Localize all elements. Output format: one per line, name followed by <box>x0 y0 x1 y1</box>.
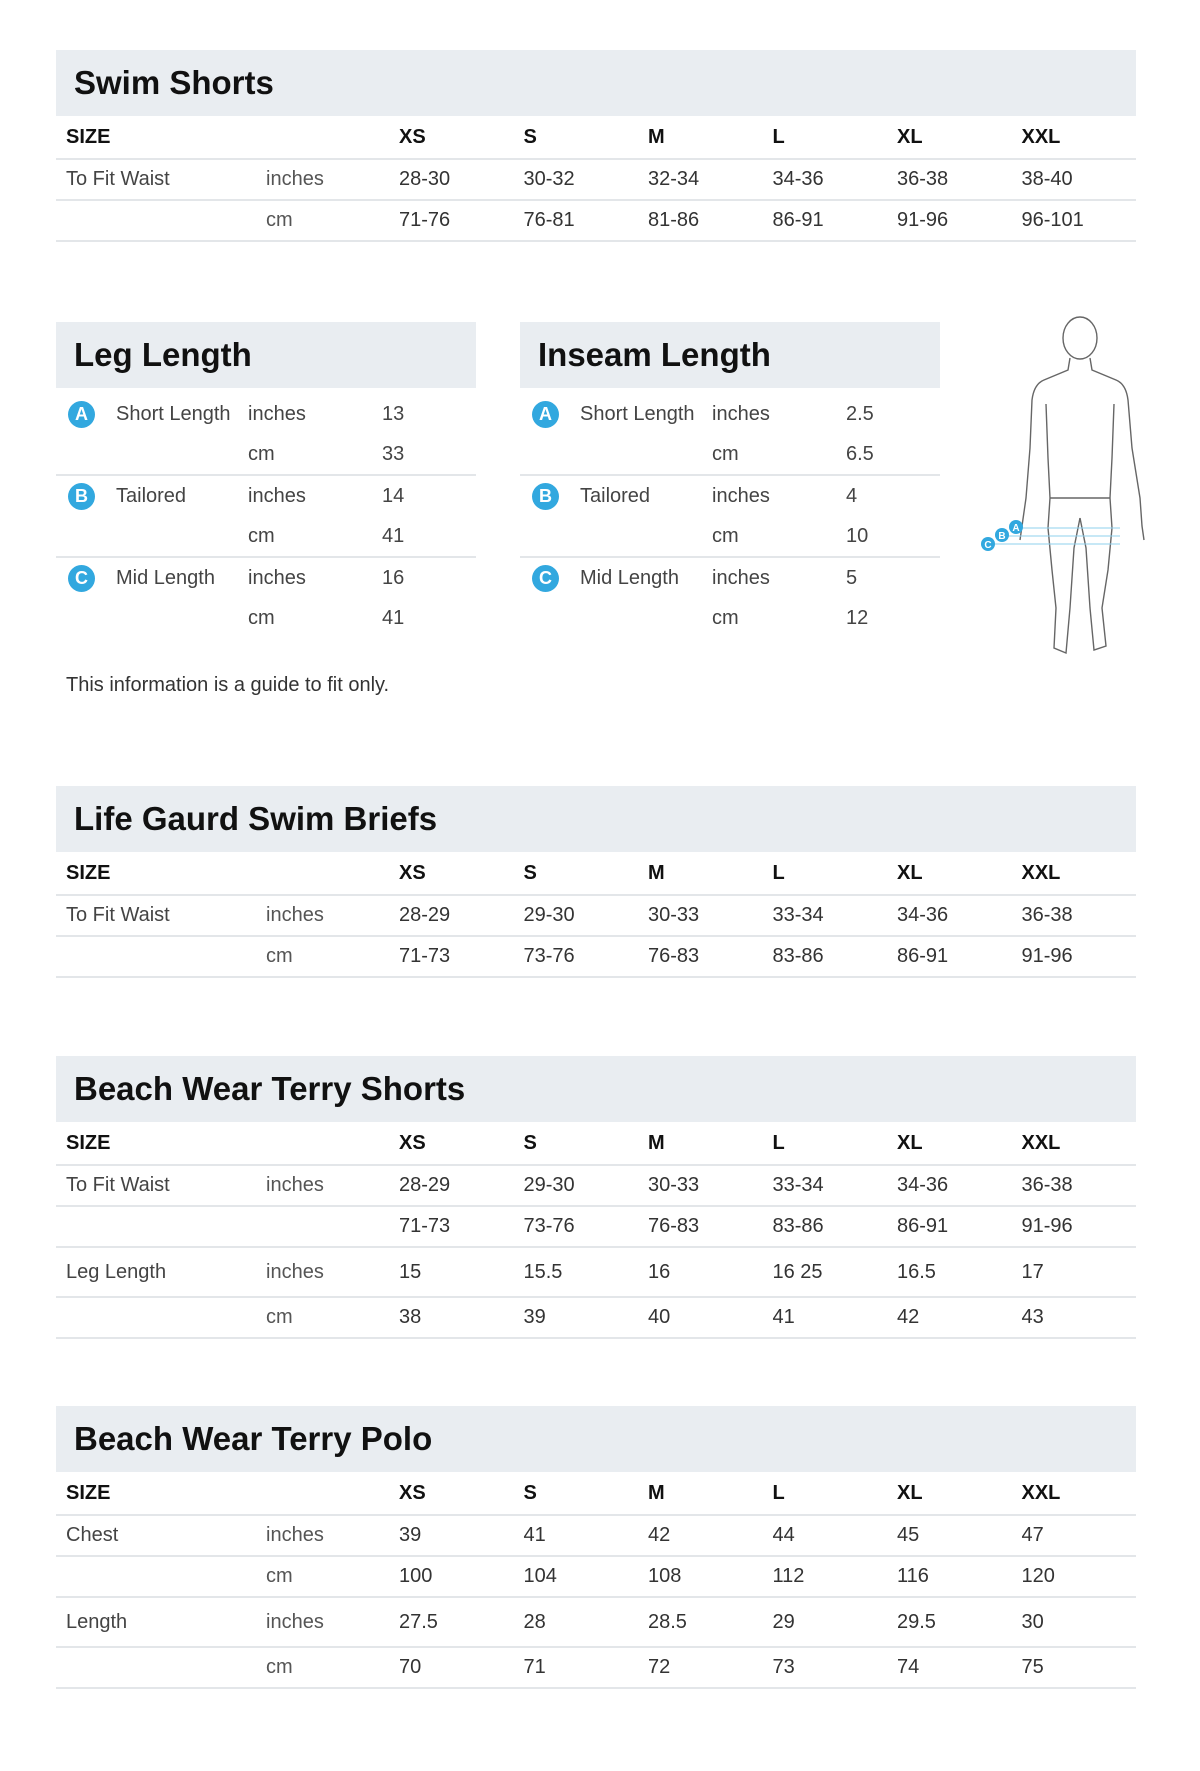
unit-label: cm <box>248 606 275 629</box>
size-xxl-header: XXL <box>1012 116 1137 159</box>
size-column-header: SIZE <box>56 1472 256 1515</box>
unit-label: cm <box>256 1297 389 1338</box>
badge-cell <box>56 557 116 598</box>
size-xxl-header: XXL <box>1012 852 1137 895</box>
unit-column-header <box>256 116 389 159</box>
length-name: Tailored <box>116 484 187 507</box>
size-value: 71 <box>514 1647 639 1688</box>
size-table <box>56 1472 1136 1689</box>
badge-c-label: C <box>984 540 992 551</box>
size-value: 28-29 <box>389 1165 514 1206</box>
length-name <box>580 516 712 557</box>
measurement-label: Leg Length <box>56 1247 256 1297</box>
unit-label: inches <box>256 1165 389 1206</box>
size-value: 15 <box>389 1247 514 1297</box>
size-value: 42 <box>887 1297 1012 1338</box>
length-name <box>580 598 712 638</box>
fit-guide-note: This information is a guide to fit only. <box>66 674 390 696</box>
table-row <box>520 475 940 516</box>
size-s-header: S <box>514 1122 639 1165</box>
unit-label: inches <box>256 1247 389 1297</box>
size-l-header: L <box>763 1122 888 1165</box>
size-value: 36-38 <box>1012 895 1137 936</box>
size-xs-header: XS <box>389 1122 514 1165</box>
length-name: Mid Length <box>116 566 215 589</box>
table-row <box>56 1165 1136 1206</box>
length-value: 16 <box>382 566 405 589</box>
length-table <box>56 394 476 638</box>
size-value: 76-81 <box>514 200 639 241</box>
terry-shorts-section <box>56 1056 1136 1339</box>
table-row <box>56 936 1136 977</box>
table-row <box>520 516 940 557</box>
badge-cell <box>56 475 116 516</box>
table-row <box>520 598 940 638</box>
badge-cell <box>520 434 580 475</box>
size-value: 41 <box>514 1515 639 1556</box>
size-m-header: M <box>638 1122 763 1165</box>
size-table <box>56 116 1136 242</box>
badge-cell <box>520 598 580 638</box>
size-xs-header: XS <box>389 116 514 159</box>
badge-cell <box>520 394 580 434</box>
size-s-header: S <box>514 1472 639 1515</box>
length-name: Tailored <box>580 484 651 507</box>
unit-label: cm <box>248 516 382 557</box>
unit-label: inches <box>712 484 770 507</box>
size-value: 33-34 <box>763 895 888 936</box>
table-row <box>520 434 940 475</box>
size-value: 28-30 <box>389 159 514 200</box>
size-column-header: SIZE <box>56 852 256 895</box>
badge-a-icon: A <box>68 401 95 428</box>
measurement-label: Chest <box>56 1515 256 1556</box>
size-value: 47 <box>1012 1515 1137 1556</box>
table-row <box>56 1597 1136 1647</box>
size-value: 76-83 <box>638 936 763 977</box>
table-row <box>56 434 476 475</box>
table-row <box>56 1647 1136 1688</box>
badge-a-icon: A <box>532 401 559 428</box>
size-value: 100 <box>389 1556 514 1597</box>
table-header-row <box>56 116 1136 159</box>
section-header <box>56 1406 1136 1472</box>
badge-cell <box>520 475 580 516</box>
unit-label: cm <box>712 434 846 475</box>
table-row <box>56 516 476 557</box>
table-row <box>56 1556 1136 1597</box>
size-value: 17 <box>1012 1247 1137 1297</box>
length-value: 14 <box>382 484 405 507</box>
badge-cell <box>56 394 116 434</box>
size-value: 41 <box>763 1297 888 1338</box>
unit-column-header <box>256 852 389 895</box>
size-value: 34-36 <box>763 159 888 200</box>
section-title: Life Gaurd Swim Briefs <box>74 800 438 837</box>
size-value: 70 <box>389 1647 514 1688</box>
size-value: 29 <box>763 1597 888 1647</box>
measurement-label <box>56 1556 256 1597</box>
size-value: 96-101 <box>1012 200 1137 241</box>
size-value: 44 <box>763 1515 888 1556</box>
badge-cell <box>56 516 116 557</box>
table-row <box>56 475 476 516</box>
unit-label: cm <box>256 936 389 977</box>
inseam-length-section <box>520 322 940 638</box>
table-row <box>56 394 476 434</box>
length-value: 33 <box>382 434 476 475</box>
measurement-label <box>56 200 256 241</box>
section-header <box>56 786 1136 852</box>
badge-b-icon: B <box>68 483 95 510</box>
size-value: 116 <box>887 1556 1012 1597</box>
unit-label: inches <box>712 402 770 425</box>
leg-length-section <box>56 322 476 638</box>
unit-column-header <box>256 1472 389 1515</box>
length-name: Short Length <box>116 402 231 425</box>
size-value: 73 <box>763 1647 888 1688</box>
size-value: 29.5 <box>887 1597 1012 1647</box>
size-value: 120 <box>1012 1556 1137 1597</box>
unit-label: inches <box>256 1597 389 1647</box>
size-value: 83-86 <box>763 1206 888 1247</box>
size-value: 91-96 <box>1012 1206 1137 1247</box>
measurement-label <box>56 936 256 977</box>
unit-label: inches <box>248 402 306 425</box>
length-value: 5 <box>846 566 858 589</box>
size-value: 71-76 <box>389 200 514 241</box>
unit-label: cm <box>256 1647 389 1688</box>
badge-a-label: A <box>1012 523 1020 534</box>
size-value: 16.5 <box>887 1247 1012 1297</box>
length-value: 10 <box>846 516 940 557</box>
body-outline <box>1020 317 1144 653</box>
badge-c-icon: C <box>68 565 95 592</box>
size-value: 81-86 <box>638 200 763 241</box>
table-row <box>56 1206 1136 1247</box>
size-m-header: M <box>638 1472 763 1515</box>
section-header <box>56 322 476 388</box>
length-value: 4 <box>846 484 858 507</box>
table-row <box>56 159 1136 200</box>
unit-label: cm <box>712 606 739 629</box>
size-xl-header: XL <box>887 852 1012 895</box>
size-value: 16 25 <box>763 1247 888 1297</box>
length-name <box>580 434 712 475</box>
size-value: 27.5 <box>389 1597 514 1647</box>
measurement-label: To Fit Waist <box>56 1165 256 1206</box>
size-value: 29-30 <box>514 895 639 936</box>
body-figure-illustration <box>970 308 1170 668</box>
size-value: 71-73 <box>389 936 514 977</box>
size-value: 28-29 <box>389 895 514 936</box>
table-row <box>56 200 1136 241</box>
length-value: 6.5 <box>846 434 940 475</box>
measurement-label <box>56 1647 256 1688</box>
size-xs-header: XS <box>389 852 514 895</box>
size-value: 15.5 <box>514 1247 639 1297</box>
section-title: Leg Length <box>74 336 252 373</box>
size-table <box>56 1122 1136 1339</box>
unit-label: inches <box>256 159 389 200</box>
size-column-header: SIZE <box>56 116 256 159</box>
size-value: 108 <box>638 1556 763 1597</box>
size-value: 40 <box>638 1297 763 1338</box>
size-value: 34-36 <box>887 895 1012 936</box>
section-header <box>56 1056 1136 1122</box>
table-row <box>56 895 1136 936</box>
swim-briefs-section <box>56 786 1136 978</box>
size-value: 30-33 <box>638 895 763 936</box>
length-name <box>116 598 248 638</box>
size-xl-header: XL <box>887 1122 1012 1165</box>
size-value: 73-76 <box>514 936 639 977</box>
size-value: 83-86 <box>763 936 888 977</box>
unit-label: cm <box>256 200 389 241</box>
badge-cell <box>56 598 116 638</box>
size-value: 36-38 <box>887 159 1012 200</box>
table-row <box>56 598 476 638</box>
size-value: 91-96 <box>887 200 1012 241</box>
size-value: 30-32 <box>514 159 639 200</box>
size-xl-header: XL <box>887 116 1012 159</box>
size-xl-header: XL <box>887 1472 1012 1515</box>
table-header-row <box>56 852 1136 895</box>
size-xxl-header: XXL <box>1012 1122 1137 1165</box>
size-l-header: L <box>763 1472 888 1515</box>
size-value: 33-34 <box>763 1165 888 1206</box>
size-value: 38-40 <box>1012 159 1137 200</box>
section-title: Swim Shorts <box>74 64 274 101</box>
measurement-label: Length <box>56 1597 256 1647</box>
section-header <box>56 50 1136 116</box>
unit-label <box>256 1206 389 1247</box>
badge-b-label: B <box>998 531 1006 542</box>
size-column-header: SIZE <box>56 1122 256 1165</box>
unit-column-header <box>256 1122 389 1165</box>
table-row <box>520 557 940 598</box>
table-row <box>56 557 476 598</box>
size-value: 28 <box>514 1597 639 1647</box>
length-name: Mid Length <box>580 566 679 589</box>
badge-cell <box>520 516 580 557</box>
section-header <box>520 322 940 388</box>
size-value: 39 <box>389 1515 514 1556</box>
length-value: 2.5 <box>846 402 874 425</box>
size-value: 16 <box>638 1247 763 1297</box>
size-value: 28.5 <box>638 1597 763 1647</box>
size-value: 39 <box>514 1297 639 1338</box>
length-value: 41 <box>382 606 405 629</box>
swim-shorts-section <box>56 50 1136 242</box>
length-name: Short Length <box>580 402 695 425</box>
size-value: 71-73 <box>389 1206 514 1247</box>
size-table <box>56 852 1136 978</box>
size-m-header: M <box>638 852 763 895</box>
length-name <box>116 434 248 475</box>
measurement-label <box>56 1206 256 1247</box>
length-value: 13 <box>382 402 405 425</box>
size-value: 86-91 <box>763 200 888 241</box>
terry-polo-section <box>56 1406 1136 1689</box>
size-value: 74 <box>887 1647 1012 1688</box>
length-table <box>520 394 940 638</box>
badge-cell <box>56 434 116 475</box>
size-value: 75 <box>1012 1647 1137 1688</box>
measurement-label <box>56 1297 256 1338</box>
badge-b-icon: B <box>532 483 559 510</box>
size-value: 73-76 <box>514 1206 639 1247</box>
size-value: 38 <box>389 1297 514 1338</box>
size-l-header: L <box>763 116 888 159</box>
size-value: 104 <box>514 1556 639 1597</box>
section-title: Beach Wear Terry Shorts <box>74 1070 466 1107</box>
table-header-row <box>56 1472 1136 1515</box>
unit-label: inches <box>256 895 389 936</box>
unit-label: inches <box>712 566 770 589</box>
size-value: 32-34 <box>638 159 763 200</box>
badge-c-icon: C <box>532 565 559 592</box>
unit-label: inches <box>248 484 306 507</box>
unit-label: cm <box>256 1556 389 1597</box>
size-value: 42 <box>638 1515 763 1556</box>
size-xs-header: XS <box>389 1472 514 1515</box>
size-value: 43 <box>1012 1297 1137 1338</box>
measurement-label: To Fit Waist <box>56 895 256 936</box>
size-value: 36-38 <box>1012 1165 1137 1206</box>
table-header-row <box>56 1122 1136 1165</box>
unit-label: inches <box>248 566 306 589</box>
size-value: 30-33 <box>638 1165 763 1206</box>
size-value: 72 <box>638 1647 763 1688</box>
size-s-header: S <box>514 116 639 159</box>
table-row <box>56 1515 1136 1556</box>
length-value: 12 <box>846 606 869 629</box>
unit-label: inches <box>256 1515 389 1556</box>
table-row <box>56 1247 1136 1297</box>
table-row <box>520 394 940 434</box>
size-value: 112 <box>763 1556 888 1597</box>
size-value: 30 <box>1012 1597 1137 1647</box>
size-value: 86-91 <box>887 1206 1012 1247</box>
size-l-header: L <box>763 852 888 895</box>
length-name <box>116 516 248 557</box>
size-value: 29-30 <box>514 1165 639 1206</box>
size-value: 45 <box>887 1515 1012 1556</box>
size-value: 76-83 <box>638 1206 763 1247</box>
size-s-header: S <box>514 852 639 895</box>
size-value: 86-91 <box>887 936 1012 977</box>
size-xxl-header: XXL <box>1012 1472 1137 1515</box>
table-row <box>56 1297 1136 1338</box>
section-title: Inseam Length <box>538 336 771 373</box>
section-title: Beach Wear Terry Polo <box>74 1420 433 1457</box>
length-value: 41 <box>382 516 476 557</box>
size-value: 91-96 <box>1012 936 1137 977</box>
unit-label: cm <box>712 516 846 557</box>
size-m-header: M <box>638 116 763 159</box>
unit-label: cm <box>248 434 382 475</box>
badge-cell <box>520 557 580 598</box>
size-value: 34-36 <box>887 1165 1012 1206</box>
measurement-label: To Fit Waist <box>56 159 256 200</box>
